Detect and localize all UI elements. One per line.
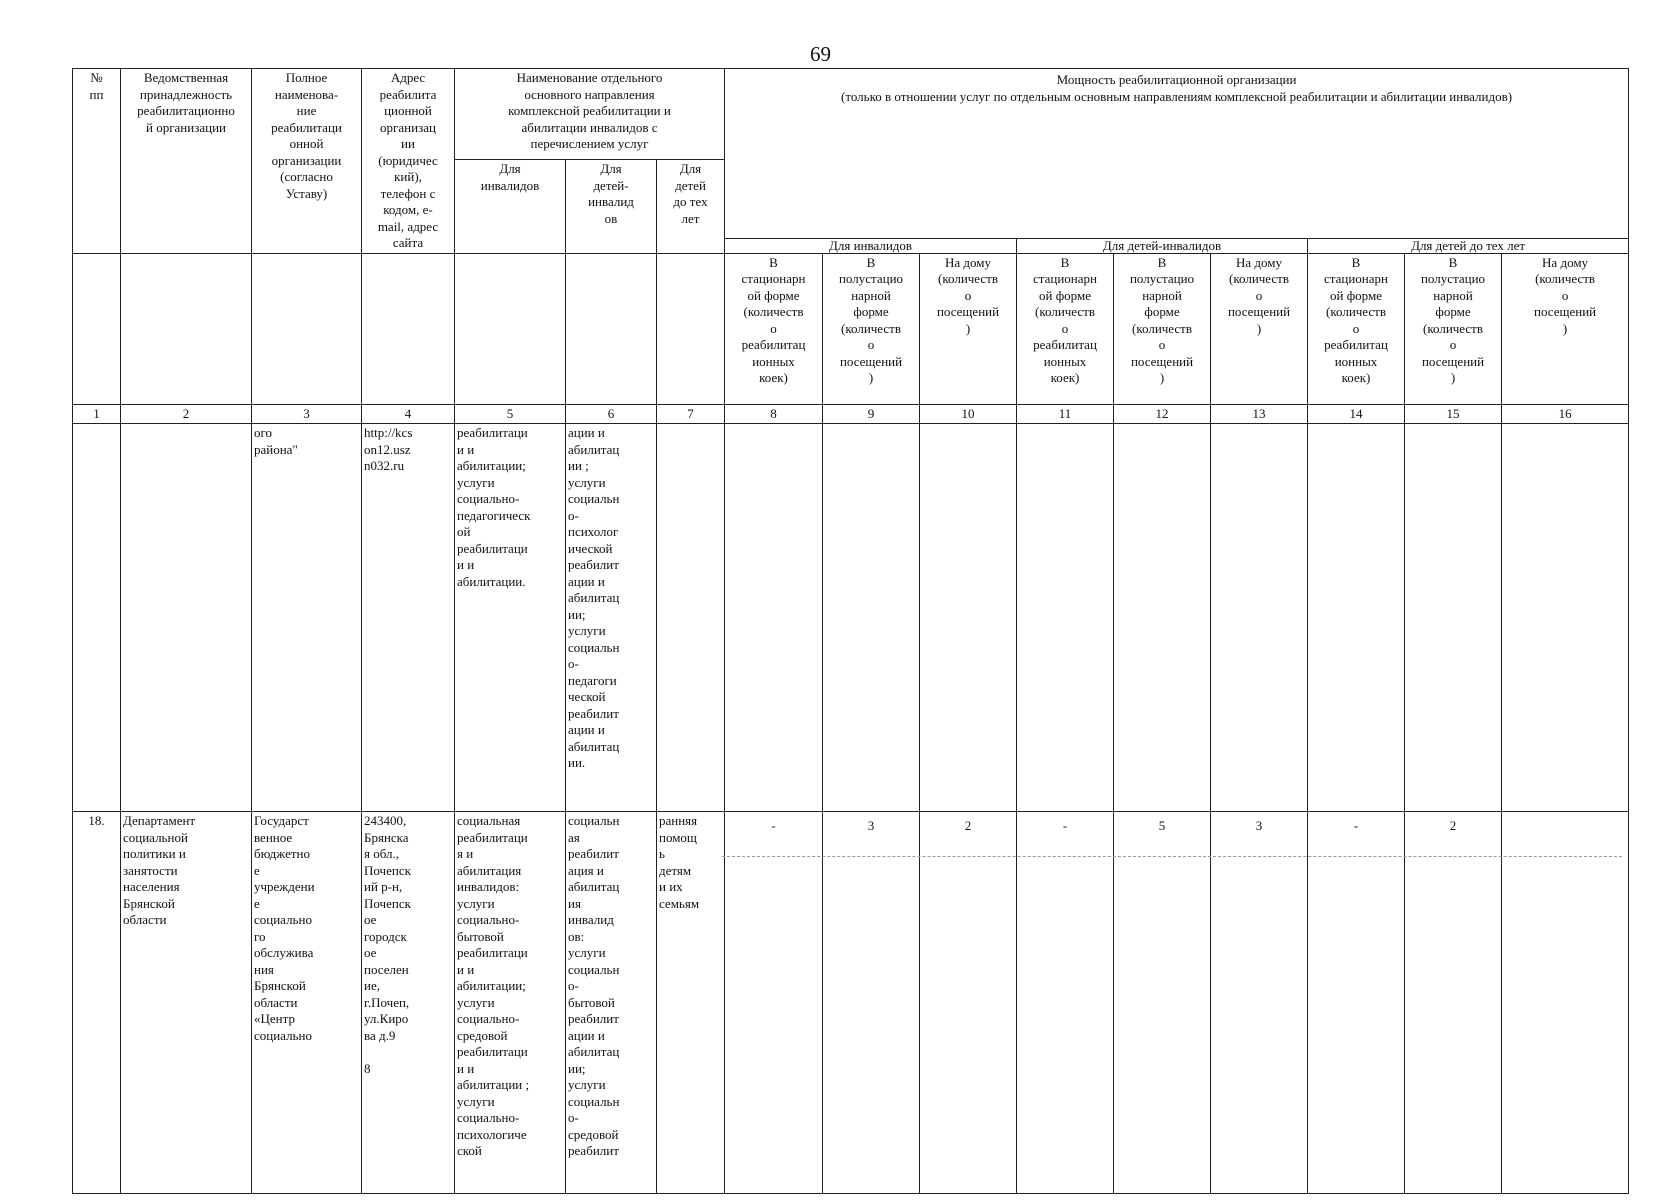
col-number: 10 <box>920 404 1017 424</box>
header-semi-inpatient-9: В полустацио нарной форме (количеств о посещений ) <box>823 253 920 404</box>
header-capacity-group: Мощность реабилитационной организации (только в отношении услуг по отдельным основным направлениям комплексной реабилитации и абилитации инвалидов) <box>725 69 1629 239</box>
row18-services-children: социальн ая реабилит ация и абилитац ия инвалид ов: услуги социальн о- бытовой реабилит ации и абилитац ии; услуги социальн о- средовой реабилит <box>566 812 657 1194</box>
col-number: 4 <box>362 404 455 424</box>
table-row-continued <box>73 424 1629 812</box>
row18-cap-11: - <box>1017 812 1114 1194</box>
cont-full-name: ого района" <box>252 424 362 812</box>
scan-dashed-artifact <box>722 856 1622 857</box>
col-number: 1 <box>73 404 121 424</box>
col-number: 6 <box>566 404 657 424</box>
col-number: 5 <box>455 404 566 424</box>
header-num: № пп <box>73 69 121 254</box>
header-address: Адрес реабилита ционной организац ии (юридичес кий), телефон с кодом, e- mail, адрес сайта <box>362 69 455 254</box>
column-number-row <box>73 404 1629 424</box>
header-row-top <box>73 69 1629 160</box>
header-full-name: Полное наименова- ние реабилитаци онной организации (согласно Уставу) <box>252 69 362 254</box>
header-affiliation: Ведомственная принадлежность реабилитационно й организации <box>121 69 252 254</box>
cont-services-disabled: реабилитаци и и абилитации; услуги социально- педагогическ ой реабилитаци и и абилитации. <box>455 424 566 812</box>
header-at-home-10: На дому (количеств о посещений ) <box>920 253 1017 404</box>
row18-services-children-3: ранняя помощ ь детям и их семьям <box>657 812 725 1194</box>
row18-cap-9: 3 <box>823 812 920 1194</box>
col-number: 12 <box>1114 404 1211 424</box>
table-row-18 <box>73 812 1629 1194</box>
rehab-organizations-table-wrap <box>72 68 1628 1158</box>
col-number: 14 <box>1308 404 1405 424</box>
row18-cap-10: 2 <box>920 812 1017 1194</box>
header-for-children-disabled: Для детей- инвалид ов <box>566 160 657 254</box>
col-number: 11 <box>1017 404 1114 424</box>
header-for-disabled: Для инвалидов <box>455 160 566 254</box>
col-number: 2 <box>121 404 252 424</box>
cont-address: http://kcs on12.usz n032.ru <box>362 424 455 812</box>
header-inpatient-14: В стационарн ой форме (количеств о реабилитац ионных коек) <box>1308 253 1405 404</box>
header-inpatient-8: В стационарн ой форме (количеств о реабилитац ионных коек) <box>725 253 823 404</box>
header-row-forms <box>73 253 1629 404</box>
row18-cap-8: - <box>725 812 823 1194</box>
header-semi-inpatient-15: В полустацио нарной форме (количеств о посещений ) <box>1405 253 1502 404</box>
cont-services-children: ации и абилитац ии ; услуги социальн о- психолог ической реабилит ации и абилитац ии; услуги социальн о- педагоги ческой реабилит ации и абилитац ии. <box>566 424 657 812</box>
col-number: 8 <box>725 404 823 424</box>
cap-header-children-disabled: Для детей-инвалидов <box>1017 238 1308 253</box>
header-at-home-16: На дому (количеств о посещений ) <box>1502 253 1629 404</box>
col-number: 3 <box>252 404 362 424</box>
row18-services-disabled: социальная реабилитаци я и абилитация инвалидов: услуги социально- бытовой реабилитаци и и абилитации; услуги социально- средовой реабилитаци и и абилитации ; услуги социально- психологиче ской <box>455 812 566 1194</box>
col-number: 16 <box>1502 404 1629 424</box>
row18-cap-15: 2 <box>1405 812 1502 1194</box>
row18-affiliation: Департамент социальной политики и занятости населения Брянской области <box>121 812 252 1194</box>
cap-header-children-3: Для детей до тех лет <box>1308 238 1629 253</box>
header-for-children-3: Для детей до тех лет <box>657 160 725 254</box>
col-number: 15 <box>1405 404 1502 424</box>
row18-cap-16 <box>1502 812 1629 1194</box>
header-at-home-13: На дому (количеств о посещений ) <box>1211 253 1308 404</box>
col-number: 9 <box>823 404 920 424</box>
rehab-organizations-table <box>72 68 1629 1194</box>
col-number: 7 <box>657 404 725 424</box>
header-semi-inpatient-12: В полустацио нарной форме (количеств о посещений ) <box>1114 253 1211 404</box>
row-number: 18. <box>73 812 121 1194</box>
row18-full-name: Государст венное бюджетно е учреждени е социально го обслужива ния Брянской области «Центр социально <box>252 812 362 1194</box>
row18-cap-12: 5 <box>1114 812 1211 1194</box>
row18-cap-14: - <box>1308 812 1405 1194</box>
cap-header-disabled: Для инвалидов <box>725 238 1017 253</box>
row18-address: 243400, Брянска я обл., Почепск ий р-н, Почепск ое городск ое поселен ие, г.Почеп, ул.Киро ва д.9 8 <box>362 812 455 1194</box>
row18-cap-13: 3 <box>1211 812 1308 1194</box>
header-directions-group: Наименование отдельного основного направления комплексной реабилитации и абилитации инвалидов с перечислением услуг <box>455 69 725 160</box>
page-number: 69 <box>810 42 831 66</box>
col-number: 13 <box>1211 404 1308 424</box>
header-inpatient-11: В стационарн ой форме (количеств о реабилитац ионных коек) <box>1017 253 1114 404</box>
